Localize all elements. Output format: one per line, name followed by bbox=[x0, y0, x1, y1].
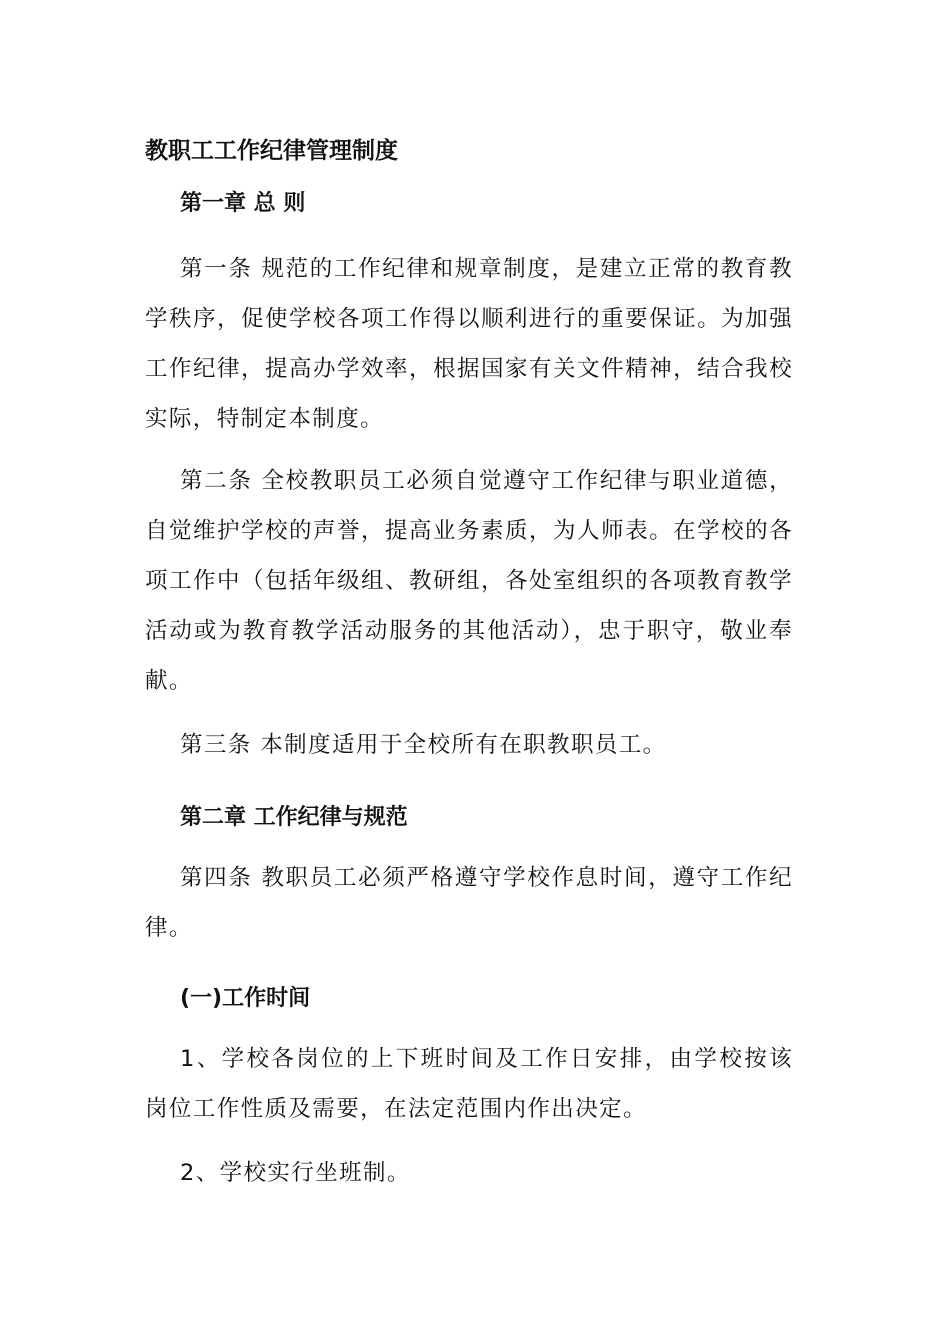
article-1: 第一条 规范的工作纪律和规章制度，是建立正常的教育教学秩序，促使学校各项工作得以顺利进行的重要保证。为加强工作纪律，提高办学效率，根据国家有关文件精神，结合我校实际，特制定本制度。 bbox=[145, 256, 793, 432]
article-4: 第四条 教职员工必须严格遵守学校作息时间，遵守工作纪律。 bbox=[145, 865, 793, 941]
article-3: 第三条 本制度适用于全校所有在职教职员工。 bbox=[180, 732, 667, 758]
section-1-item-1: 1、学校各岗位的上下班时间及工作日安排，由学校按该岗位工作性质及需要，在法定范围内作出决定。 bbox=[145, 1046, 793, 1122]
section-1-item-2: 2、学校实行坐班制。 bbox=[180, 1160, 411, 1186]
document-title: 教职工工作纪律管理制度 bbox=[145, 138, 398, 164]
section-1-heading: (一)工作时间 bbox=[180, 986, 311, 1011]
chapter-1-heading: 第一章 总 则 bbox=[180, 191, 306, 216]
article-2: 第二条 全校教职员工必须自觉遵守工作纪律与职业道德，自觉维护学校的声誉，提高业务素质，为人师表。在学校的各项工作中（包括年级组、教研组，各处室组织的各项教育教学活动或为教育教学活动服务的其他活动），忠于职守，敬业奉献。 bbox=[145, 468, 793, 694]
chapter-2-heading: 第二章 工作纪律与规范 bbox=[180, 805, 408, 830]
